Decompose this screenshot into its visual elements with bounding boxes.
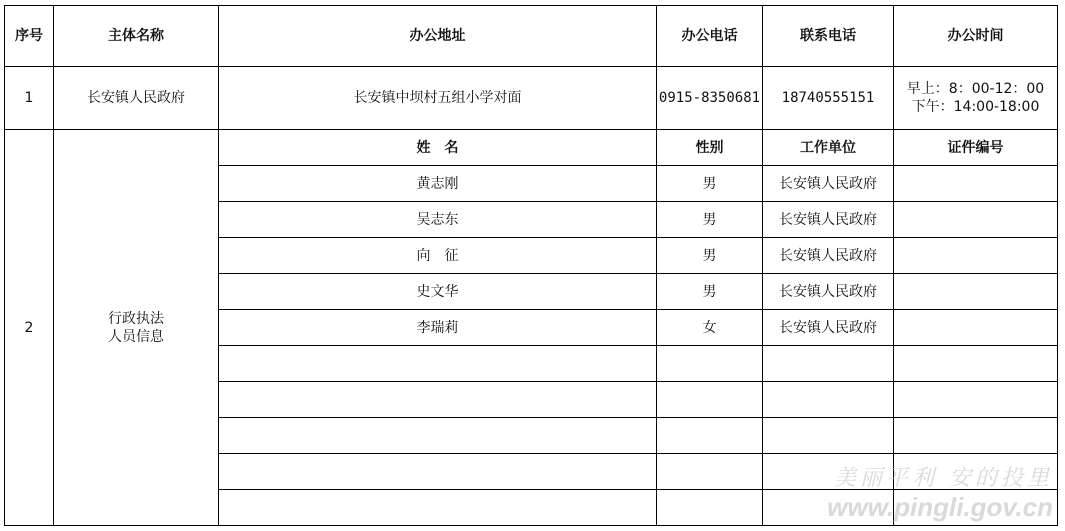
header-entity: 主体名称 — [54, 6, 219, 67]
person-cert-no — [894, 202, 1058, 238]
person-unit — [763, 346, 894, 382]
header-name: 姓 名 — [219, 130, 657, 166]
personnel-label-line2: 人员信息 — [108, 328, 164, 345]
entity-seq: 1 — [5, 67, 54, 130]
header-unit: 工作单位 — [763, 130, 894, 166]
person-cert-no — [894, 382, 1058, 418]
person-unit: 长安镇人民政府 — [763, 202, 894, 238]
person-gender: 男 — [657, 202, 763, 238]
person-name — [219, 454, 657, 490]
person-unit — [763, 382, 894, 418]
watermark-url: www.pingli.gov.cn — [827, 492, 1053, 522]
header-row — [5, 6, 1058, 67]
personnel-seq: 2 — [5, 130, 54, 526]
person-unit: 长安镇人民政府 — [763, 238, 894, 274]
entity-address: 长安镇中坝村五组小学对面 — [219, 67, 657, 130]
person-gender: 男 — [657, 274, 763, 310]
entity-office-phone: 0915-8350681 — [657, 67, 763, 130]
hours-morning: 早上：8：00-12：00 — [906, 81, 1045, 97]
personnel-label — [54, 130, 219, 526]
personnel-header-row — [5, 130, 1058, 166]
entity-contact-phone: 18740555151 — [763, 67, 894, 130]
person-unit: 长安镇人民政府 — [763, 166, 894, 202]
person-unit — [763, 454, 894, 490]
person-cert-no — [894, 490, 1058, 526]
person-gender — [657, 490, 763, 526]
person-name — [219, 418, 657, 454]
person-name: 史文华 — [219, 274, 657, 310]
person-gender: 女 — [657, 310, 763, 346]
watermark-slogan: 美丽平利 安的投里 — [834, 466, 1053, 491]
person-cert-no — [894, 166, 1058, 202]
person-cert-no — [894, 274, 1058, 310]
person-cert-no — [894, 454, 1058, 490]
person-gender — [657, 418, 763, 454]
person-gender: 男 — [657, 166, 763, 202]
person-name — [219, 346, 657, 382]
person-gender — [657, 346, 763, 382]
info-table — [4, 5, 1058, 526]
header-gender: 性别 — [657, 130, 763, 166]
header-seq: 序号 — [5, 6, 54, 67]
person-unit: 长安镇人民政府 — [763, 274, 894, 310]
entity-name: 长安镇人民政府 — [54, 67, 219, 130]
person-cert-no — [894, 310, 1058, 346]
header-contact-phone: 联系电话 — [763, 6, 894, 67]
person-gender — [657, 454, 763, 490]
person-name — [219, 382, 657, 418]
person-unit — [763, 418, 894, 454]
personnel-label-line1: 行政执法 — [108, 310, 164, 327]
header-office-hours: 办公时间 — [894, 6, 1058, 67]
person-name: 黄志刚 — [219, 166, 657, 202]
header-cert-no: 证件编号 — [894, 130, 1058, 166]
person-unit — [763, 490, 894, 526]
person-name: 吴志东 — [219, 202, 657, 238]
person-name — [219, 490, 657, 526]
entity-office-hours — [894, 67, 1058, 130]
hours-afternoon: 下午：14:00-18:00 — [911, 99, 1040, 115]
person-cert-no — [894, 238, 1058, 274]
person-cert-no — [894, 346, 1058, 382]
person-name: 李瑞莉 — [219, 310, 657, 346]
person-cert-no — [894, 418, 1058, 454]
person-unit: 长安镇人民政府 — [763, 310, 894, 346]
person-name: 向 征 — [219, 238, 657, 274]
person-gender — [657, 382, 763, 418]
header-office-phone: 办公电话 — [657, 6, 763, 67]
entity-row — [5, 67, 1058, 130]
header-address: 办公地址 — [219, 6, 657, 67]
person-gender: 男 — [657, 238, 763, 274]
